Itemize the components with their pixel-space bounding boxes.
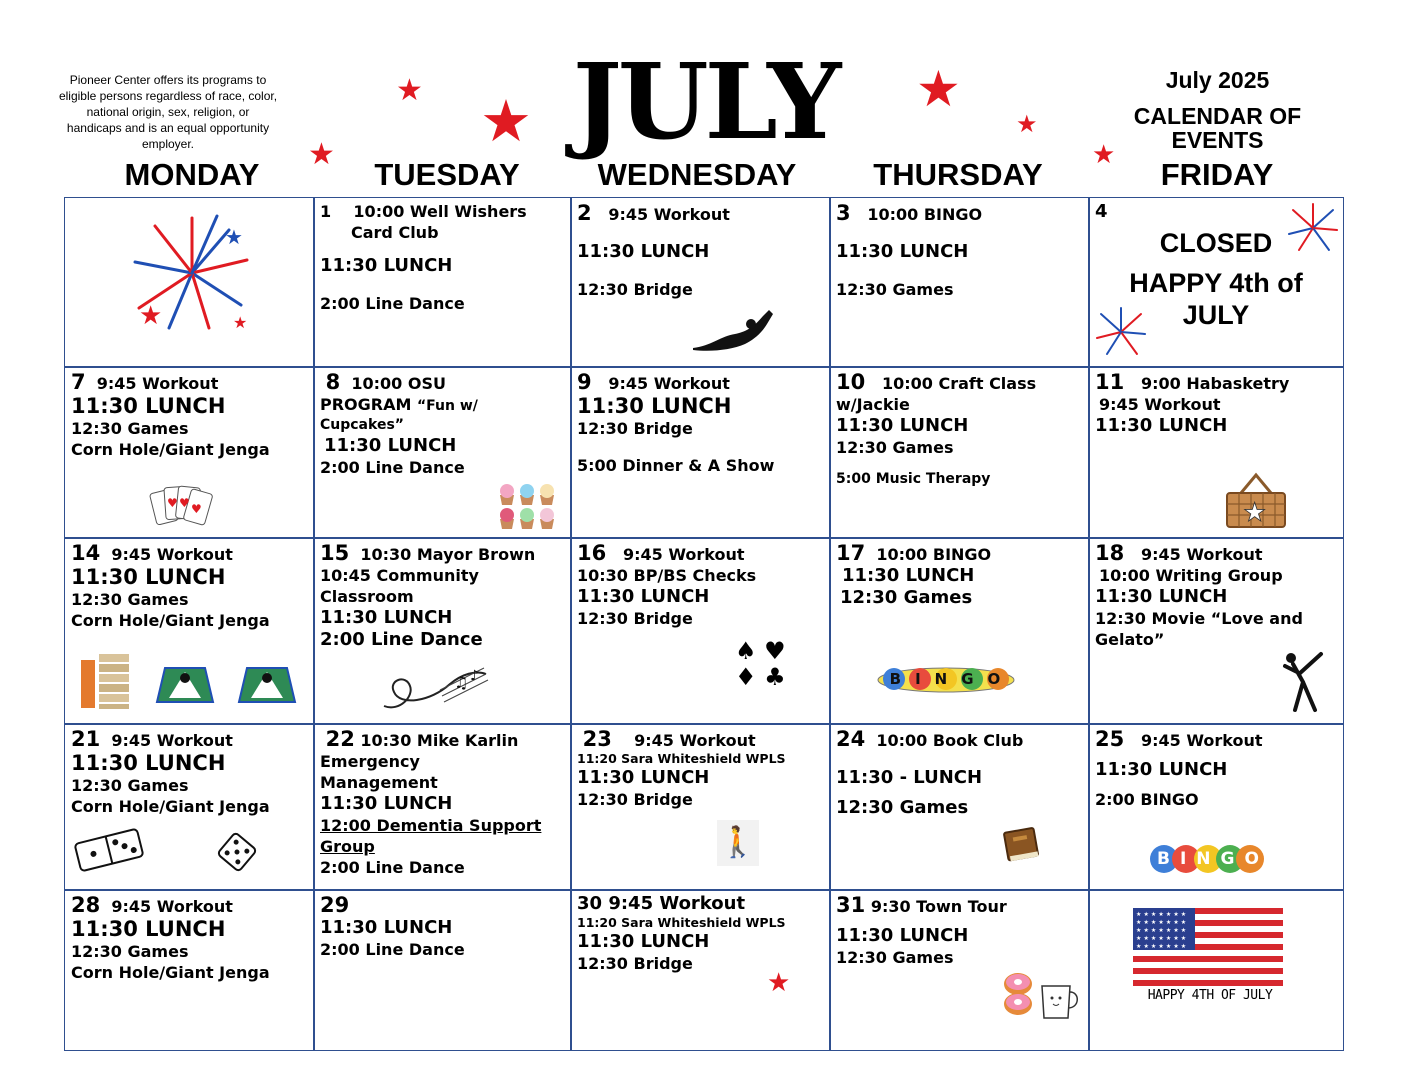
event-line: 2:00 Line Dance [320, 858, 465, 877]
day-header-friday: FRIDAY [1160, 157, 1274, 192]
calendar-grid [64, 197, 1344, 1051]
event-line: 31 9:30 Town Tour [836, 893, 1007, 917]
event-line: 10:00 Writing Group [1099, 566, 1283, 585]
yoga-stretch-icon [691, 306, 781, 352]
closed-notice: CLOSED [1159, 228, 1273, 258]
event-line: 5:00 Dinner & A Show [577, 456, 775, 475]
calendar-subtitle [1100, 68, 1335, 152]
event-line: 17 10:00 BINGO [836, 541, 992, 565]
cell-july-31 [830, 890, 1088, 1050]
event-line: 9 9:45 Workout [577, 370, 730, 394]
svg-text:♥: ♥ [179, 496, 190, 510]
cupcakes-icon [496, 479, 560, 529]
lunch-line: 11:30 LUNCH [836, 925, 969, 946]
event-line: 12:30 Bridge [577, 954, 693, 973]
event-line: 12:30 Bridge [577, 790, 693, 809]
lunch-line: 11:30 LUNCH [836, 415, 969, 436]
event-line: 12:30 Games [71, 419, 189, 438]
cell-july-11 [1089, 367, 1343, 537]
svg-text:★: ★ [1243, 498, 1267, 528]
star-icon: ★ [308, 137, 335, 172]
lunch-line: 11:30 LUNCH [577, 931, 710, 952]
holiday-greeting: HAPPY 4th of JULY [1129, 268, 1303, 330]
event-line: PROGRAM “Fun w/ [320, 395, 478, 414]
event-line: 2:00 Line Dance [320, 940, 465, 959]
event-line: Corn Hole/Giant Jenga [71, 963, 270, 982]
event-line: 16 9:45 Workout [577, 541, 745, 565]
svg-text:★ ★ ★ ★ ★ ★ ★: ★ ★ ★ ★ ★ ★ ★ [1136, 935, 1187, 942]
event-line: 7 9:45 Workout [71, 370, 219, 394]
event-line: 10:45 Community [320, 566, 479, 585]
music-notes-icon [380, 656, 490, 716]
bingo-balls-icon: BINGO [876, 664, 1016, 698]
cell-july-16 [571, 538, 829, 723]
cell-july-21 [65, 724, 313, 889]
star-icon: ★ [480, 87, 532, 155]
calendar-of-events: CALENDAR OF EVENTS [1133, 103, 1302, 153]
lunch-line: 11:30 - LUNCH [836, 767, 983, 788]
lunch-line: 11:30 LUNCH [320, 607, 453, 628]
svg-text:♥: ♥ [191, 502, 202, 516]
cell-july-28 [65, 890, 313, 1050]
event-line: 23 9:45 Workout [582, 727, 756, 751]
event-line: 3 10:00 BINGO [836, 201, 983, 225]
day-number: 4 [1095, 201, 1108, 222]
event-line: 18 9:45 Workout [1095, 541, 1263, 565]
event-line: 2:00 Line Dance [320, 629, 483, 650]
american-flag-icon [1133, 908, 1283, 990]
giant-jenga-icon [77, 650, 133, 710]
event-line: 12:30 Games [836, 797, 969, 818]
svg-text:♫: ♫ [454, 673, 469, 692]
cell-july-29 [314, 890, 570, 1050]
lunch-line: 11:30 LUNCH [71, 917, 226, 941]
cell-july-24 [830, 724, 1088, 889]
donuts-coffee-icon [1000, 968, 1084, 1022]
cell-july-30 [571, 890, 829, 1050]
event-line: 12:30 Games [71, 590, 189, 609]
non-discrimination-notice: Pioneer Center offers its programs to eligible persons regardless of race, color, national origin, sex, religion, or handicaps and is an equal opportunity employer. [58, 73, 278, 151]
cell-july-15 [314, 538, 570, 723]
event-line: 14 9:45 Workout [71, 541, 233, 565]
event-line: 21 9:45 Workout [71, 727, 233, 751]
svg-text:★: ★ [225, 225, 243, 249]
event-line: Cupcakes” [320, 417, 404, 433]
lunch-line: 11:30 LUNCH [1095, 759, 1228, 780]
lunch-line: 11:30 LUNCH [577, 767, 710, 788]
event-line: Gelato” [1095, 630, 1165, 649]
event-line: 11:20 Sara Whiteshield WPLS [577, 915, 786, 930]
lunch-line: 11:30 LUNCH [1095, 415, 1228, 436]
cell-july-22 [314, 724, 570, 889]
walking-person-icon: 🚶 [717, 820, 759, 866]
lunch-line: 11:30 LUNCH [836, 241, 969, 262]
event-line: 12:30 Games [836, 948, 954, 967]
event-line: Group [320, 837, 375, 856]
event-line: 12:30 Games [840, 587, 973, 608]
cell-july-3 [830, 198, 1088, 366]
event-line: 12:30 Games [836, 280, 954, 299]
day-number: 29 [320, 893, 350, 917]
event-line: 12:30 Games [71, 776, 189, 795]
event-line: 2:00 Line Dance [320, 458, 465, 477]
event-line: Corn Hole/Giant Jenga [71, 440, 270, 459]
event-line: 12:00 Dementia Support [320, 816, 542, 835]
event-line: 24 10:00 Book Club [836, 727, 1024, 751]
svg-text:★ ★ ★ ★ ★ ★ ★: ★ ★ ★ ★ ★ ★ ★ [1136, 911, 1187, 918]
event-line: Corn Hole/Giant Jenga [71, 797, 270, 816]
star-icon: ★ [916, 60, 961, 118]
svg-text:♪: ♪ [470, 668, 479, 684]
event-line: 2:00 BINGO [1095, 790, 1199, 809]
cornhole-board-icon [155, 662, 215, 708]
lunch-line: 11:30 LUNCH [324, 435, 457, 456]
day-header-tuesday: TUESDAY [374, 157, 520, 192]
lunch-line: 11:30 LUNCH [577, 394, 732, 418]
cell-july-1 [314, 198, 570, 366]
lunch-line: 11:30 LUNCH [71, 565, 226, 589]
event-line: 12:30 Games [836, 438, 954, 457]
star-icon: ★ [767, 968, 791, 998]
fireworks-icon [1093, 304, 1149, 360]
event-line: Management [320, 773, 438, 792]
cell-july-23 [571, 724, 829, 889]
cell-july-7 [65, 367, 313, 537]
event-line: 12:30 Games [71, 942, 189, 961]
event-line: Classroom [320, 587, 414, 606]
card-suits-icon: ♠ ♥ ♦ ♣ [735, 637, 786, 691]
event-line: 2 9:45 Workout [577, 201, 730, 225]
cell-july-8 [314, 367, 570, 537]
fireworks-icon [129, 210, 255, 336]
event-line: Emergency [320, 752, 420, 771]
event-line: 11 9:00 Habasketry [1095, 370, 1290, 394]
svg-text:★: ★ [139, 301, 163, 331]
star-icon: ★ [1092, 140, 1116, 170]
dice-icon [215, 832, 259, 872]
cell-july-17 [830, 538, 1088, 723]
bingo-balls-icon: BINGO [1149, 842, 1265, 880]
event-line: Corn Hole/Giant Jenga [71, 611, 270, 630]
svg-text:★ ★ ★ ★ ★ ★ ★: ★ ★ ★ ★ ★ ★ ★ [1136, 943, 1187, 950]
picnic-basket-icon [1223, 471, 1289, 529]
cell-week1-monday [65, 198, 313, 366]
lunch-line: 11:30 LUNCH [577, 241, 710, 262]
event-line: 9:45 Workout [1099, 395, 1221, 414]
cell-july-9 [571, 367, 829, 537]
event-line: 2:00 Line Dance [320, 294, 465, 313]
event-line: Card Club [351, 223, 439, 242]
cell-july-10 [830, 367, 1088, 537]
event-line: 15 10:30 Mayor Brown [320, 541, 536, 565]
event-line: 28 9:45 Workout [71, 893, 233, 917]
event-line: 5:00 Music Therapy [836, 471, 991, 487]
day-header-wednesday: WEDNESDAY [597, 157, 797, 192]
svg-text:★: ★ [233, 313, 248, 332]
svg-text:★ ★ ★ ★ ★ ★ ★: ★ ★ ★ ★ ★ ★ ★ [1136, 919, 1187, 926]
event-line: 22 10:30 Mike Karlin [325, 727, 519, 751]
lunch-line: 11:30 LUNCH [842, 565, 975, 586]
lunch-line: 11:30 LUNCH [71, 751, 226, 775]
lunch-line: 11:30 LUNCH [320, 255, 453, 276]
fireworks-icon [1285, 200, 1341, 256]
cell-july-2 [571, 198, 829, 366]
event-line: 1 10:00 Well Wishers [320, 202, 527, 221]
lunch-line: 11:30 LUNCH [577, 586, 710, 607]
event-line: 10:30 BP/BS Checks [577, 566, 757, 585]
day-header-thursday: THURSDAY [873, 157, 1043, 192]
flag-caption: HAPPY 4TH OF JULY [1147, 988, 1273, 1003]
event-line: 30 9:45 Workout [577, 893, 746, 914]
day-header-monday: MONDAY [124, 157, 260, 192]
cell-july-14 [65, 538, 313, 723]
event-line: w/Jackie [836, 395, 910, 414]
page-title: JULY [572, 40, 838, 163]
event-line: 12:30 Bridge [577, 419, 693, 438]
cell-july-25 [1089, 724, 1343, 889]
lunch-line: 11:30 LUNCH [320, 793, 453, 814]
event-line: 25 9:45 Workout [1095, 727, 1263, 751]
lunch-line: 11:30 LUNCH [1095, 586, 1228, 607]
event-line: 12:30 Bridge [577, 280, 693, 299]
playing-cards-icon [149, 481, 213, 529]
svg-text:♥: ♥ [167, 496, 178, 510]
cell-july-18 [1089, 538, 1343, 723]
domino-icon [73, 828, 145, 872]
event-line: 8 10:00 OSU [325, 370, 446, 394]
cell-week5-friday [1089, 890, 1343, 1050]
event-line: 11:20 Sara Whiteshield WPLS [577, 751, 786, 766]
event-line: 12:30 Bridge [577, 609, 693, 628]
svg-text:★ ★ ★ ★ ★ ★ ★: ★ ★ ★ ★ ★ ★ ★ [1136, 927, 1187, 934]
lunch-line: 11:30 LUNCH [320, 917, 453, 938]
exercise-figure-icon [1281, 650, 1325, 714]
month-year: July 2025 [1165, 67, 1270, 93]
event-line: 12:30 Movie “Love and [1095, 609, 1303, 628]
cornhole-board-icon [237, 662, 297, 708]
event-line: 10 10:00 Craft Class [836, 370, 1037, 394]
cell-july-4 [1089, 198, 1343, 366]
book-icon [1002, 824, 1042, 864]
star-icon: ★ [396, 73, 423, 108]
lunch-line: 11:30 LUNCH [71, 394, 226, 418]
star-icon: ★ [1016, 110, 1038, 138]
